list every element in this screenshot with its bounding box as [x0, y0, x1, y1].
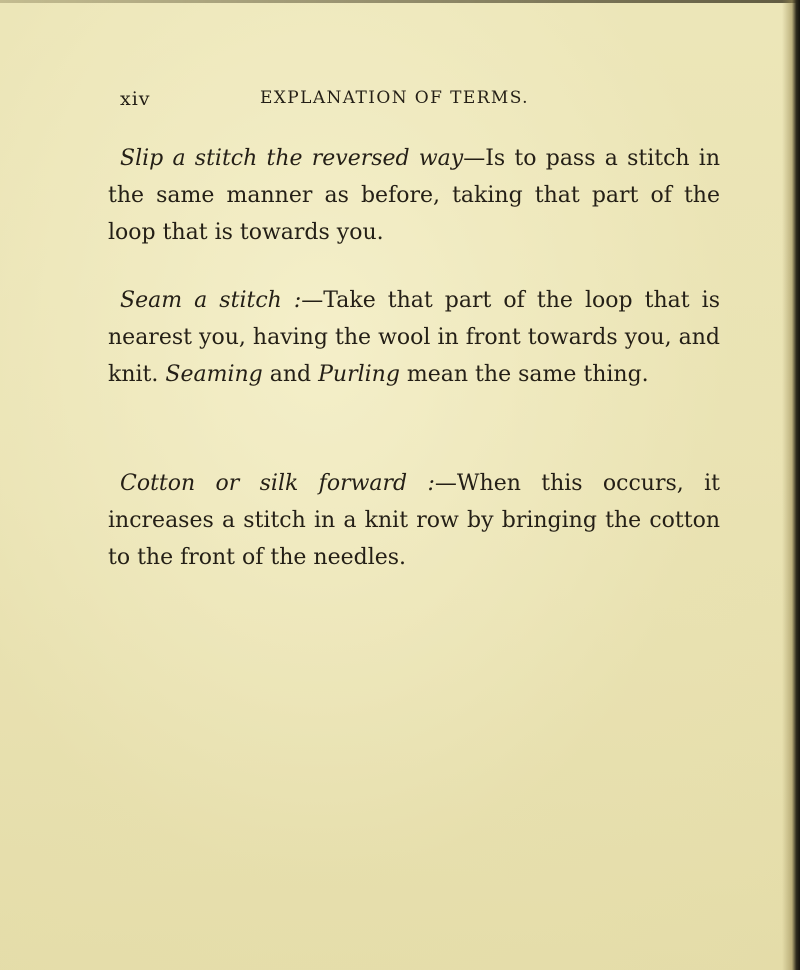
definition-cotton-forward: [108, 465, 720, 576]
definition-seam-stitch: [108, 282, 720, 393]
running-head: EXPLANATION OF TERMS.: [260, 88, 529, 108]
term-seaming: Seaming: [165, 362, 263, 387]
term-cotton-forward: Cotton or silk forward :: [120, 471, 435, 496]
definition-text: —Take that part of the loop that is nearest you, having the wool in front towards you, and knit.: [108, 288, 720, 387]
term-seam-stitch: Seam a stitch :: [120, 288, 302, 313]
page-edge-shadow: [782, 0, 800, 970]
definition-slip-reversed: [108, 140, 720, 251]
page-number: xiv: [120, 88, 151, 110]
definition-text: mean the same thing.: [399, 362, 649, 387]
term-slip-reversed: Slip a stitch the reversed way: [120, 146, 464, 171]
definition-text: —Is to pass a stitch in the same manner as before, taking that part of the loop that is towards you.: [108, 146, 720, 245]
definition-text: —When this occurs, it increases a stitch in a knit row by bringing the cotton to the front of the needles.: [108, 471, 720, 570]
page-header: [120, 88, 700, 112]
definition-text: and: [262, 362, 319, 387]
term-purling: Purling: [318, 362, 400, 387]
page-top-edge: [0, 0, 800, 3]
